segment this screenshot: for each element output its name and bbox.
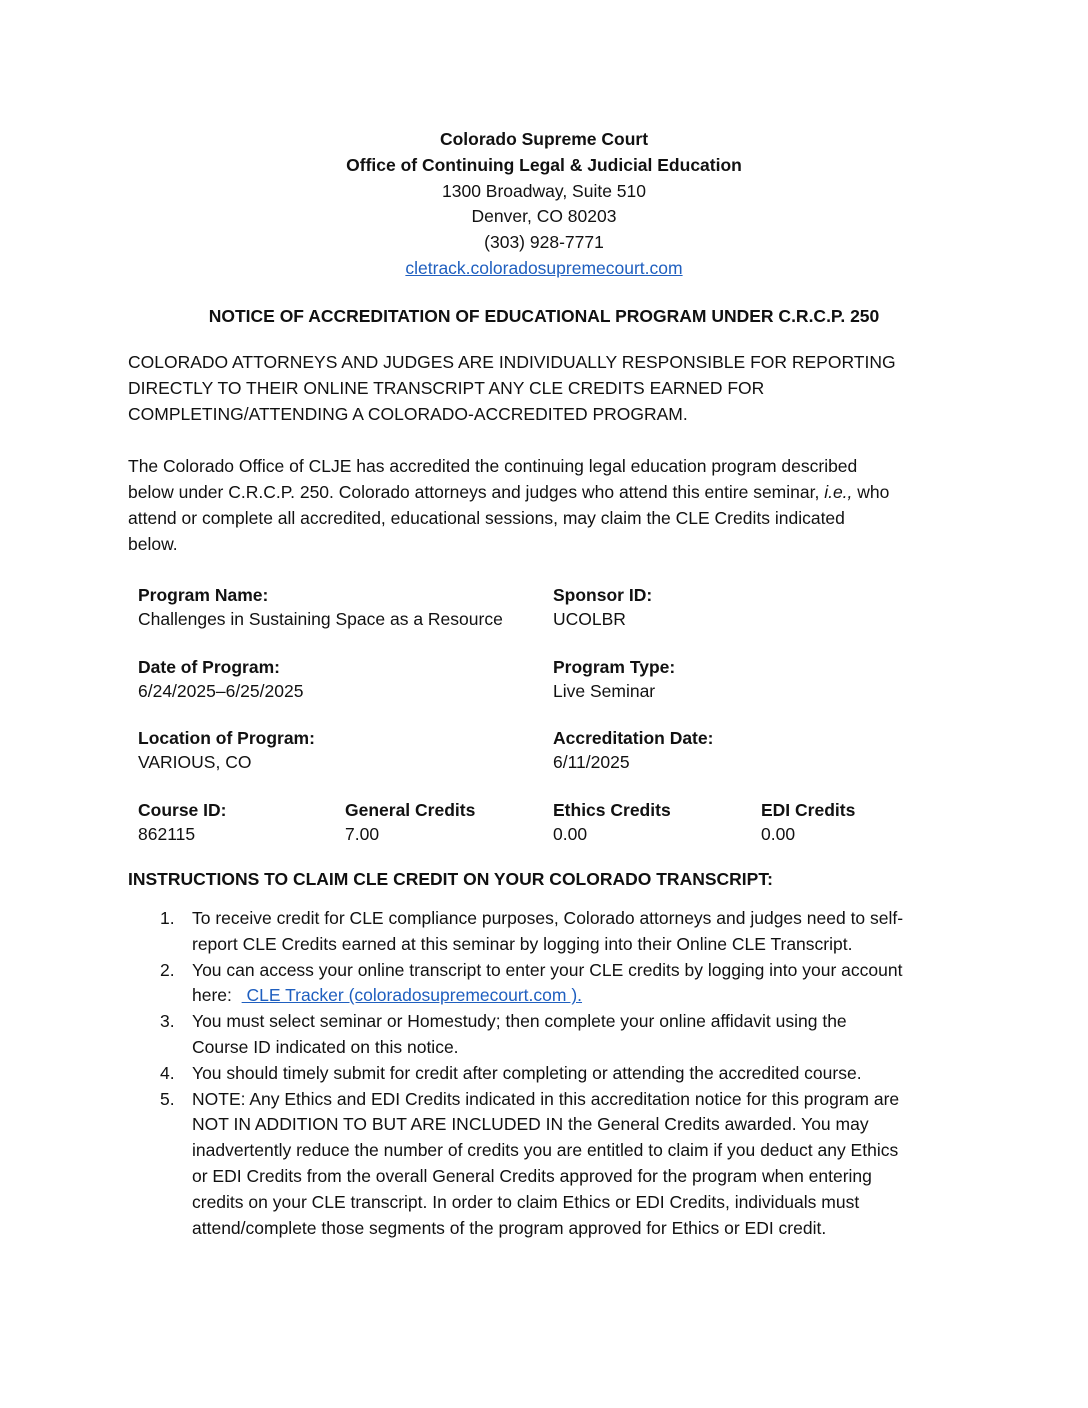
instruction-5-line-3: inadvertently reduce the number of credits you are entitled to claim if you deduct any Ethics [192, 1140, 899, 1161]
general-credits-value: 7.00 [345, 824, 380, 844]
intro-paragraph [128, 453, 958, 557]
responsibility-line-3: COMPLETING/ATTENDING A COLORADO-ACCREDITED PROGRAM. [128, 404, 688, 424]
program-date-label: Date of Program: [138, 657, 280, 677]
instruction-item [160, 1087, 960, 1242]
course-id-field [138, 798, 226, 846]
responsibility-line-2: DIRECTLY TO THEIR ONLINE TRANSCRIPT ANY CLE CREDITS EARNED FOR [128, 378, 765, 398]
instruction-number: 2. [160, 959, 175, 980]
program-date-value: 6/24/2025–6/25/2025 [138, 681, 304, 701]
instruction-5-line-1: NOTE: Any Ethics and EDI Credits indicated in this accreditation notice for this program are [192, 1088, 900, 1109]
instruction-item [160, 958, 960, 1010]
program-name-field [138, 583, 503, 631]
website-link[interactable]: cletrack.coloradosupremecourt.com [405, 257, 683, 278]
sponsor-id-label: Sponsor ID: [553, 585, 653, 605]
instructions-title: INSTRUCTIONS TO CLAIM CLE CREDIT ON YOUR COLORADO TRANSCRIPT: [128, 869, 773, 889]
edi-credits-field [761, 798, 855, 846]
instruction-2-line-1: You can access your online transcript to enter your CLE credits by logging into your account [192, 959, 903, 980]
general-credits-field [345, 798, 475, 846]
accreditation-date-label: Accreditation Date: [553, 728, 714, 748]
ethics-credits-field [553, 798, 671, 846]
instruction-2-prefix: here: [192, 985, 242, 1006]
edi-credits-value: 0.00 [761, 824, 796, 844]
program-date-field [138, 655, 303, 703]
accreditation-date-value: 6/11/2025 [553, 752, 630, 772]
edi-credits-label: EDI Credits [761, 800, 856, 820]
letterhead [0, 127, 1088, 282]
program-location-label: Location of Program: [138, 728, 315, 748]
phone-number: (303) 928-7771 [484, 232, 604, 253]
instruction-5-line-5: credits on your CLE transcript. In order to claim Ethics or EDI Credits, individuals must [192, 1191, 860, 1212]
instruction-4-line-1: You should timely submit for credit after completing or attending the accredited course. [192, 1062, 862, 1083]
program-name-label: Program Name: [138, 585, 269, 605]
instruction-3-line-1: You must select seminar or Homestudy; then complete your online affidavit using the [192, 1011, 847, 1032]
instruction-5-line-4: or EDI Credits from the overall General Credits approved for the program when entering [192, 1165, 872, 1186]
responsibility-line-1: COLORADO ATTORNEYS AND JUDGES ARE INDIVIDUALLY RESPONSIBLE FOR REPORTING [128, 352, 896, 372]
program-name-value: Challenges in Sustaining Space as a Resource [138, 609, 503, 629]
program-type-value: Live Seminar [553, 681, 656, 701]
program-type-field [553, 655, 675, 703]
instruction-item [160, 1009, 960, 1061]
general-credits-label: General Credits [345, 800, 476, 820]
notice-title: NOTICE OF ACCREDITATION OF EDUCATIONAL PROGRAM UNDER C.R.C.P. 250 [208, 306, 880, 326]
program-location-field [138, 726, 315, 774]
course-id-value: 862115 [138, 824, 196, 844]
instruction-number: 3. [160, 1011, 175, 1032]
instruction-number: 4. [160, 1062, 175, 1083]
intro-line-3: attend or complete all accredited, educational sessions, may claim the CLE Credits indicated [128, 508, 845, 528]
instruction-item [160, 1061, 960, 1087]
sponsor-id-value: UCOLBR [553, 609, 626, 629]
intro-line-1: The Colorado Office of CLJE has accredited the continuing legal education program described [128, 456, 858, 476]
intro-line-2-end: who [852, 482, 890, 502]
address-line-2: Denver, CO 80203 [471, 206, 617, 227]
cle-tracker-link[interactable]: CLE Tracker (coloradosupremecourt.com ). [241, 985, 583, 1006]
ethics-credits-value: 0.00 [553, 824, 588, 844]
instructions-list [160, 906, 960, 1241]
intro-line-4: below. [128, 534, 178, 554]
instruction-1-line-2: report CLE Credits earned at this seminar by logging into their Online CLE Transcript. [192, 933, 853, 954]
instruction-2-line-2 [192, 983, 960, 1009]
intro-line-2-italic: i.e., [824, 482, 853, 502]
instruction-3-line-2: Course ID indicated on this notice. [192, 1036, 459, 1057]
accreditation-date-field [553, 726, 713, 774]
instruction-number: 1. [160, 908, 175, 928]
responsibility-paragraph [128, 349, 938, 427]
program-type-label: Program Type: [553, 657, 676, 677]
program-location-value: VARIOUS, CO [138, 752, 252, 772]
instruction-item [160, 906, 960, 958]
instruction-1-line-1: To receive credit for CLE compliance purposes, Colorado attorneys and judges need to self- [192, 908, 904, 928]
instruction-5-line-6: attend/complete those segments of the program approved for Ethics or EDI credit. [192, 1217, 827, 1238]
instruction-5-line-2: NOT IN ADDITION TO BUT ARE INCLUDED IN the General Credits awarded. You may [192, 1114, 869, 1135]
address-line-1: 1300 Broadway, Suite 510 [442, 180, 646, 201]
intro-line-2-start: below under C.R.C.P. 250. Colorado attorneys and judges who attend this entire seminar, [128, 482, 825, 502]
course-id-label: Course ID: [138, 800, 227, 820]
office-name: Office of Continuing Legal & Judicial Education [346, 154, 742, 175]
instruction-number: 5. [160, 1088, 175, 1109]
sponsor-id-field [553, 583, 652, 631]
intro-line-2 [128, 479, 958, 505]
ethics-credits-label: Ethics Credits [553, 800, 671, 820]
court-name: Colorado Supreme Court [439, 129, 649, 149]
